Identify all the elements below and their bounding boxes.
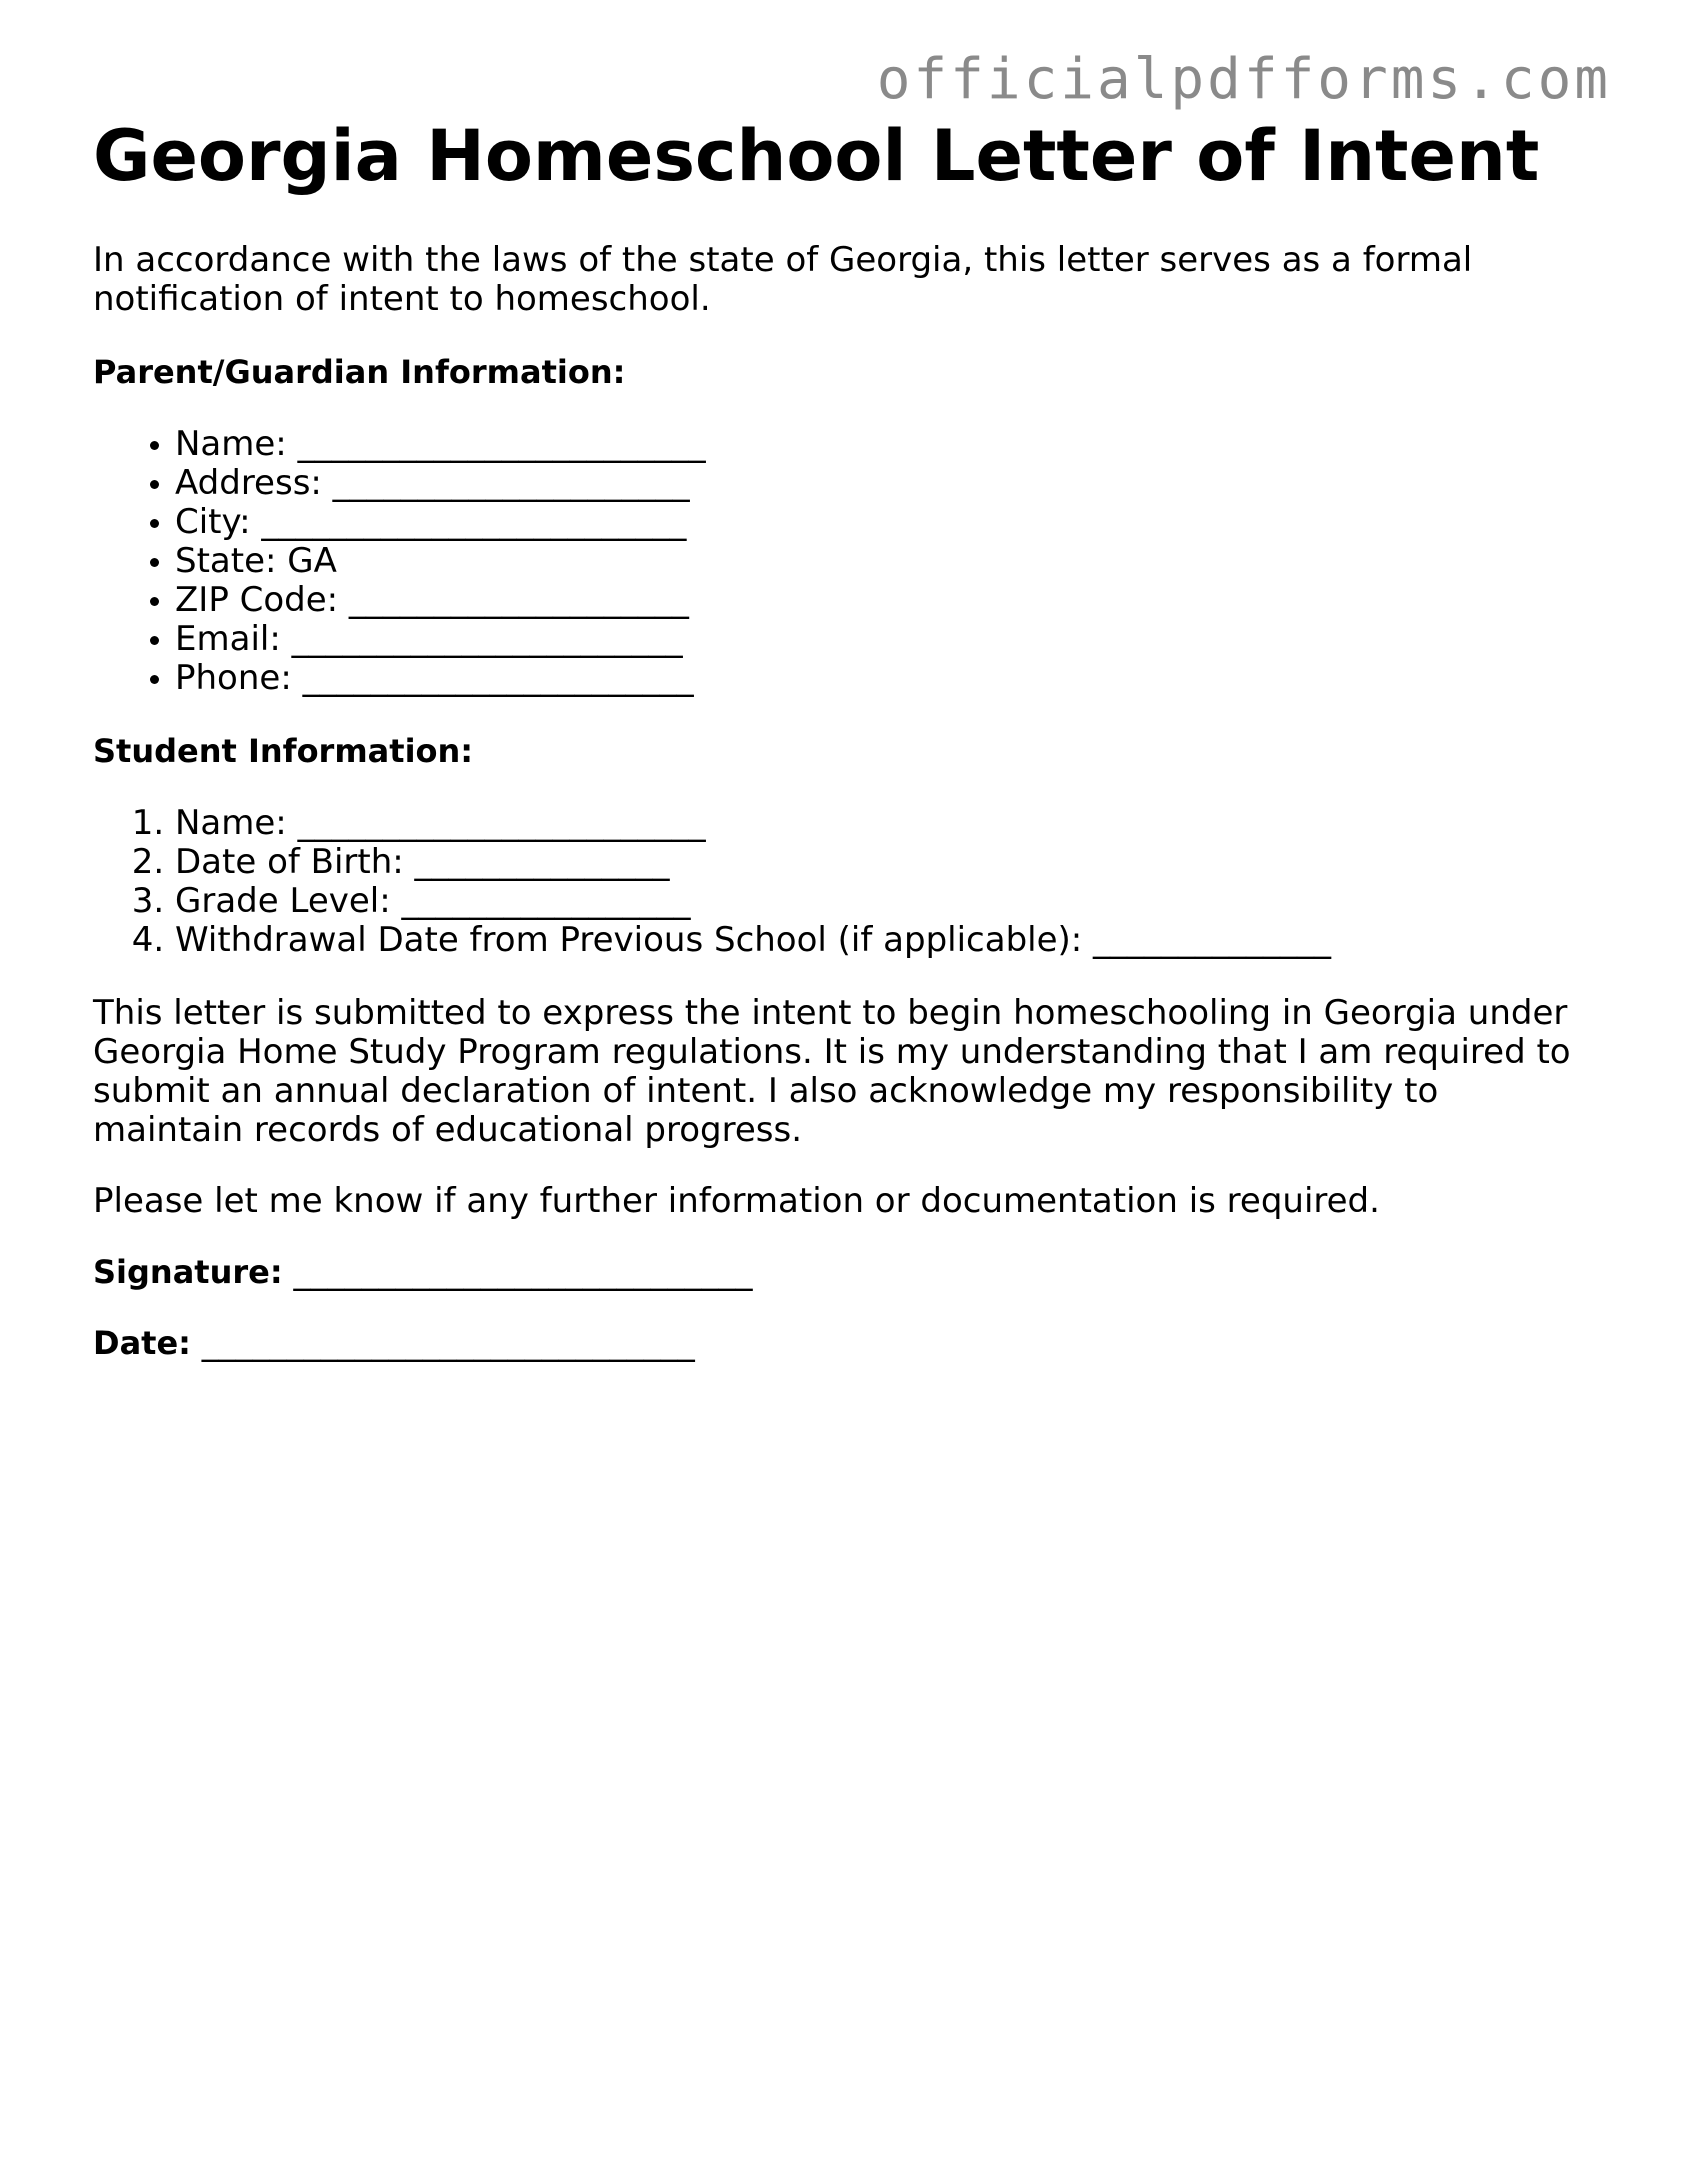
- student-grade-field: 3. Grade Level: _________________: [175, 882, 1593, 921]
- page-title: Georgia Homeschool Letter of Intent: [93, 115, 1540, 197]
- parent-name-field: • Name: ________________________: [175, 425, 1593, 464]
- declaration-paragraph: This letter is submitted to express the intent to begin homeschooling in Georgia under Georgia Home Study Program regulations. It is my understanding that I am required to submit an annual declaration of intent. I also acknowledge my responsibility to maintain records of educational progress.: [93, 993, 1571, 1150]
- date-label: Date:: [93, 1324, 191, 1362]
- student-section-heading: Student Information:: [93, 732, 474, 770]
- signature-blank: ___________________________: [293, 1252, 753, 1292]
- parent-address-field: • Address: _____________________: [175, 464, 1593, 503]
- watermark: officialpdfforms.com: [876, 47, 1611, 112]
- date-line: [93, 1324, 1593, 1363]
- parent-email-field: • Email: _______________________: [175, 620, 1593, 659]
- student-name-field: 1. Name: ________________________: [175, 804, 1593, 843]
- date-blank: _____________________________: [201, 1323, 695, 1363]
- student-dob-field: 2. Date of Birth: _______________: [175, 843, 1593, 882]
- parent-info-list: [93, 425, 1593, 698]
- signature-label: Signature:: [93, 1253, 283, 1291]
- parent-section-heading: Parent/Guardian Information:: [93, 353, 626, 391]
- student-info-list: [93, 804, 1593, 960]
- parent-zip-field: • ZIP Code: ____________________: [175, 581, 1593, 620]
- signature-line: [93, 1253, 1593, 1292]
- letter-body: [93, 115, 1593, 1363]
- student-withdrawal-field: 4. Withdrawal Date from Previous School (if applicable): ______________: [175, 921, 1593, 960]
- parent-state-field: • State: GA: [175, 542, 1593, 581]
- intro-paragraph: In accordance with the laws of the state of Georgia, this letter serves as a formal notification of intent to homeschool.: [93, 240, 1473, 319]
- followup-paragraph: Please let me know if any further information or documentation is required.: [93, 1181, 1380, 1221]
- parent-city-field: • City: _________________________: [175, 503, 1593, 542]
- parent-phone-field: • Phone: _______________________: [175, 659, 1593, 698]
